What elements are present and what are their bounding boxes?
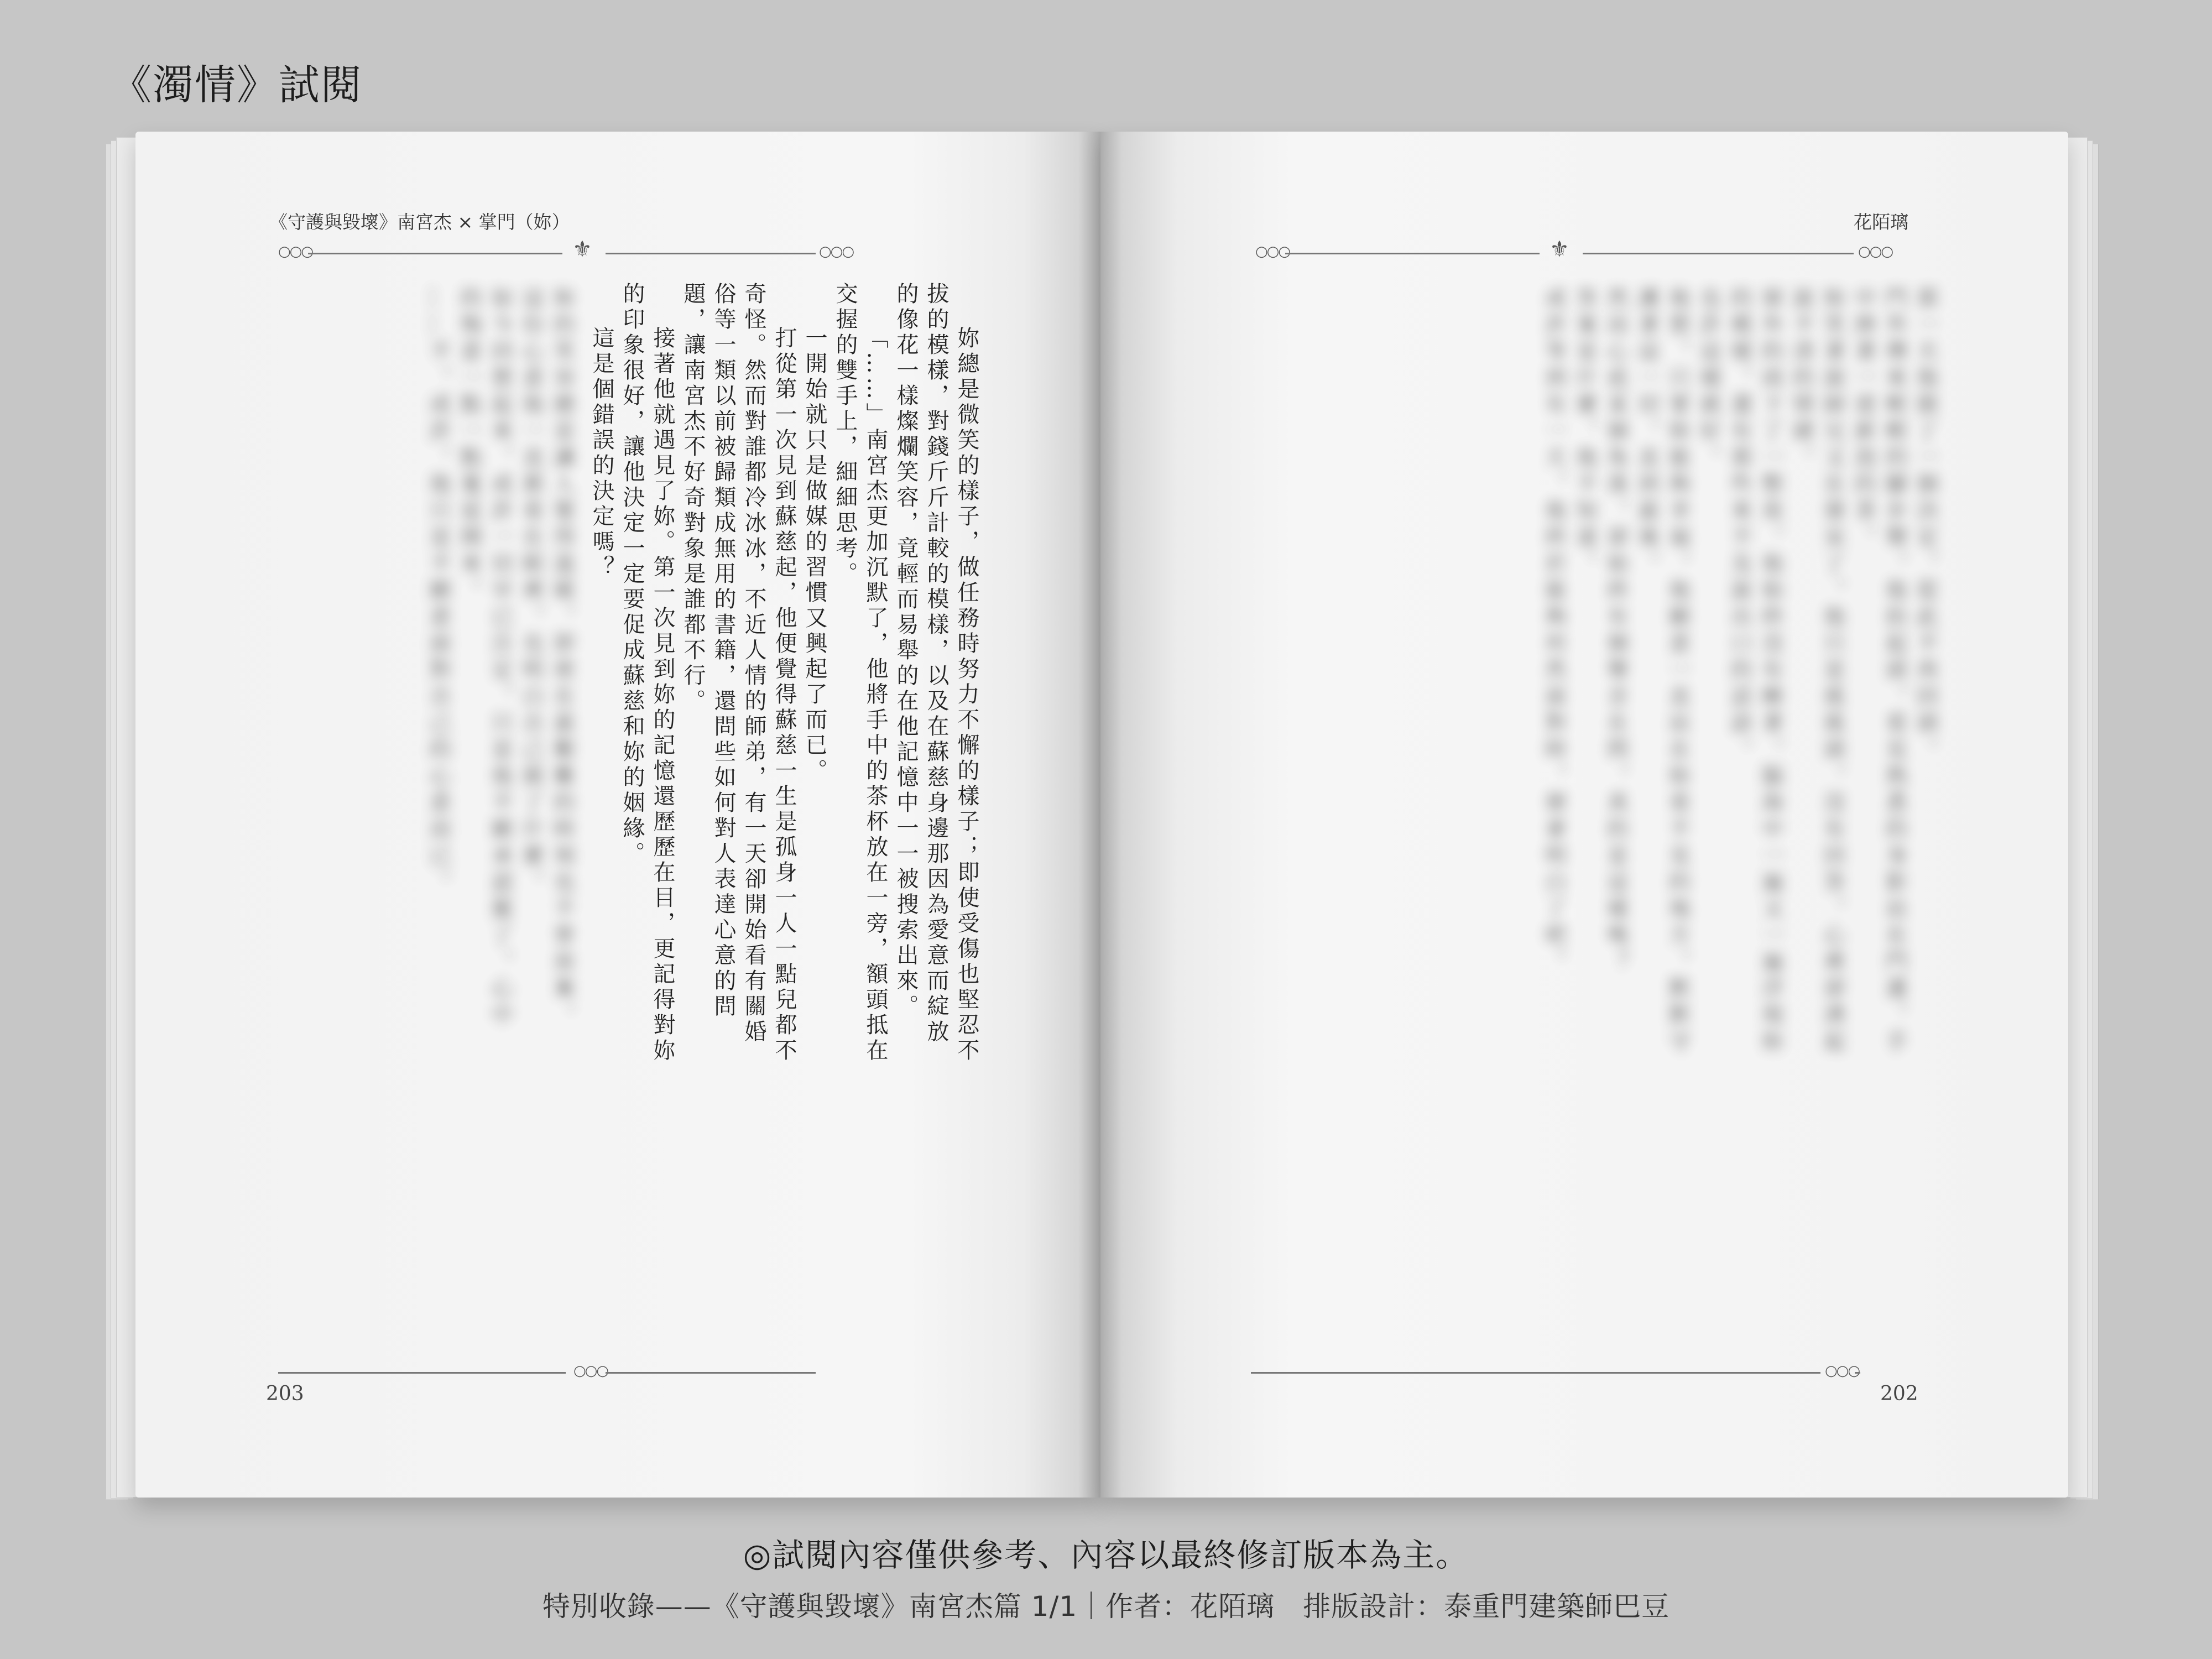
blurred-paragraph: 如今回想起來，或許一切早已注定，只是他不願承認罷了，心中的悔意一點一點蔓延開來。 xyxy=(457,286,513,1030)
right-page xyxy=(1100,132,2068,1498)
ornament-rule xyxy=(1285,253,1540,257)
ornament-rule xyxy=(1583,253,1854,257)
ornament-rule xyxy=(308,253,562,257)
body-paragraph: 「……」南宮杰更加沉默了，他將手中的茶杯放在一旁，額頭抵在交握的雙手上，細細思考。 xyxy=(832,282,888,1064)
body-paragraph: 一開始就只是做媒的習慣又興起了而已。 xyxy=(802,326,827,784)
preview-title: 《濁情》試閱 xyxy=(111,61,363,109)
blurred-paragraph: 窗外的雨下了一整夜，他始終沒有睡著，腦海中一遍又一遍浮現妳的模樣，還有那些來不及說出口的話語。 xyxy=(1727,286,1783,1056)
body-paragraph: 打從第一次見到蘇慈起，他便覺得蘇慈一生是孤身一人一點兒都不奇怪。然而對誰都冷冰冰，不近人情的師弟，有一天卻開始看有關婚俗等一類以前被歸類成無用的書籍，還問些如何對人表達心意的問題，讓南宮杰不好奇對象是誰都不行。 xyxy=(680,282,797,1064)
preview-credits: 特別收錄——《守護與毀壞》南宮杰篇 1/1｜作者：花陌璃 排版設計：泰重門建築師巴豆 xyxy=(542,1590,1670,1623)
ornament-rule xyxy=(278,1372,566,1376)
left-page-blurred-body xyxy=(324,286,578,1044)
right-page-blurred-body xyxy=(1388,286,1941,1061)
ornament-rule xyxy=(606,1372,816,1376)
blurred-paragraph: 妳笑著說師兄又在發呆了，他只是搖搖頭，沒有回答，心裡卻湧起說不清的情緒。 xyxy=(1789,286,1845,1056)
preview-notice: ◎試閱內容僅供參考、內容以最終修訂版本為主。 xyxy=(743,1536,1469,1574)
blurred-paragraph: 那一天他做了一個決定，從此不再回頭。 xyxy=(1913,286,1938,764)
left-page-number: 203 xyxy=(266,1383,304,1405)
page-edge xyxy=(2065,137,2088,1498)
blurred-paragraph: 然而心底某個角落，卻始終有個聲音在問，真的是這樣嗎？ xyxy=(1603,286,1629,977)
right-page-number: 202 xyxy=(1880,1383,1918,1405)
ornament-flourish-icon: ⚜ xyxy=(572,237,592,262)
ornament-dots: ○○○ xyxy=(1255,243,1290,260)
ornament-rule xyxy=(1251,1372,1820,1376)
ornament-flourish-icon: ⚜ xyxy=(1550,237,1569,262)
left-page-body xyxy=(589,282,982,1067)
right-running-head: 花陌璃 xyxy=(1854,211,1908,233)
open-book xyxy=(105,132,2099,1498)
left-running-head: 《守護與毀壞》南宮杰 × 掌門（妳） xyxy=(269,211,570,233)
blurred-paragraph: 或許等到有一天，他終於能夠坦然面對時，便會明白了吧。 xyxy=(1541,286,1567,977)
ornament-dots: ○○○ xyxy=(278,243,313,260)
body-paragraph: 接著他就遇見了妳。第一次見到妳的記憶還歷歷在目，更記得對妳的印象很好，讓他決定一定要促成蘇慈和妳的姻緣。 xyxy=(619,282,675,1064)
ornament-dots: ○○○ xyxy=(1858,243,1893,260)
body-paragraph: 妳總是微笑的樣子，做任務時努力不懈的樣子；即使受傷也堅忍不拔的模樣，對錢斤斤計較的模樣，以及在蘇慈身邊那因為愛意而綻放的像花一樣燦爛笑容，竟輕而易舉的在他記憶中一一被搜索出來。 xyxy=(893,282,979,1064)
ornament-dots: ○○○ xyxy=(573,1363,608,1379)
ornament-dots: ○○○ xyxy=(819,243,854,260)
book-spine xyxy=(1078,132,1123,1498)
blurred-paragraph: 妳的笑容總是讓人覺得溫暖，即使在最艱難的時刻也不曾放棄，這份心意他一直都看在眼裡，也明白自己做了什麼。 xyxy=(519,286,575,1030)
blurred-paragraph: 答案是什麼，他不知道。 xyxy=(1572,286,1598,578)
ornament-dots: ○○○ xyxy=(1825,1363,1860,1379)
blurred-paragraph: 也許這樣就好。 xyxy=(1696,286,1721,472)
ornament-rule xyxy=(606,253,816,257)
blurred-paragraph: ……不，或許，他只是不願意面對自己的心意而已。 xyxy=(426,286,451,897)
blurred-paragraph: 門外傳來輕輕的腳步聲，他抬起頭，看見熟悉的身影站在門邊，手中捧著一壺新泡的茶。 xyxy=(1851,286,1907,1056)
left-page xyxy=(135,132,1100,1498)
ornament-rule xyxy=(1855,1372,1860,1376)
body-paragraph: 這是個錯誤的決定嗎？ xyxy=(589,326,614,581)
blurred-paragraph: 他想，只要妳能夠幸福，他願意一直站在妳看不見的地方，默默守護著這一切，直到最後。 xyxy=(1634,286,1691,1056)
